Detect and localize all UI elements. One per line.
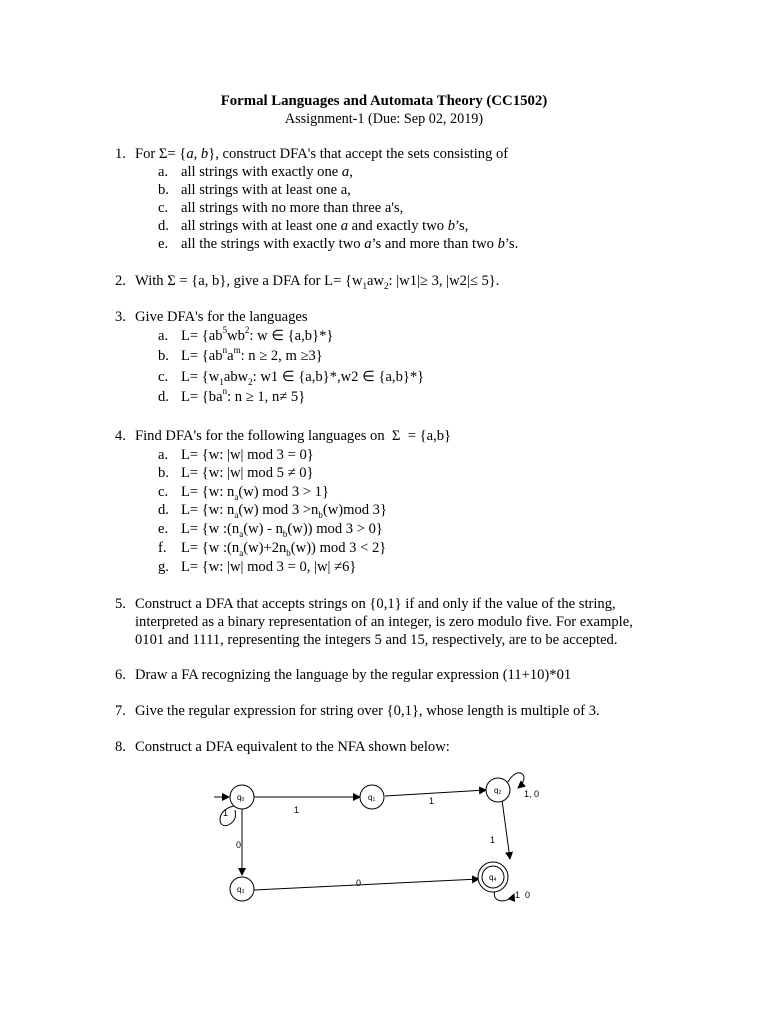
item-text: L= {w $:(n_a(w)+2n_b(w))$ mod 3 < 2} <box>181 540 387 558</box>
label-q2-self: 1, 0 <box>524 789 540 799</box>
item-label: g. <box>158 559 169 575</box>
item-text: L= {w: |w| mod 3 = 0} <box>181 447 314 463</box>
item-label: a. <box>158 447 169 463</box>
item-label: b. <box>158 348 169 364</box>
item-text: $L= \{ab^na^m$: n ≥ 2, m ≥3} <box>181 345 323 364</box>
item-label: e. <box>158 521 169 537</box>
label-q3-q4: 0 <box>356 878 362 888</box>
question-number: 6. <box>115 667 126 683</box>
state-label-q4: q4 <box>489 873 497 883</box>
item-text: all strings with at least one a, <box>181 182 351 198</box>
question-number: 4. <box>115 428 126 444</box>
item-text: all strings with exactly one a, <box>181 164 353 180</box>
state-label-q3: q3 <box>237 885 245 895</box>
document-title: Formal Languages and Automata Theory (CC1502) <box>220 93 548 109</box>
item-label: d. <box>158 218 169 234</box>
label-q4-self-0: 0 <box>525 890 531 900</box>
item-label: b. <box>158 465 169 481</box>
state-label-q1: q1 <box>368 793 376 803</box>
item-label: f. <box>158 540 167 556</box>
transition-q3-q4 <box>254 879 479 890</box>
question-number: 8. <box>115 739 126 755</box>
item-text: $L= \{ba^n$: n ≥ 1, n≠ 5} <box>181 386 306 405</box>
item-text: all strings with no more than three a's, <box>181 200 404 216</box>
item-text: L= {w: $n_a(w)$ mod 3 > 1} <box>181 484 329 502</box>
question-text: Find DFA's for the following languages on Σ = {a,b} <box>135 428 452 444</box>
item-label: d. <box>158 389 169 405</box>
item-label: e. <box>158 236 169 252</box>
question-number: 2. <box>115 273 126 289</box>
question-text: Give DFA's for the languages <box>135 309 308 325</box>
item-text: $L= \{ab^5wb^2$: w ∈ {a,b}*} <box>181 325 334 344</box>
question-text: Construct a DFA equivalent to the NFA shown below: <box>135 739 450 755</box>
question-number: 1. <box>115 146 126 162</box>
question-text: For Σ= {a, b}, construct DFA's that accept the sets consisting of <box>135 146 509 162</box>
item-text: L= {w: |w| mod 5 ≠ 0} <box>181 465 314 481</box>
transition-q1-q2 <box>385 790 486 796</box>
state-label-q2: q2 <box>494 786 502 796</box>
item-label: b. <box>158 182 169 198</box>
item-label: c. <box>158 369 169 385</box>
item-text: $L= \{w_1abw_2$: w1 ∈ {a,b}*,w2 ∈ {a,b}*} <box>181 369 425 387</box>
transition-q2-q4 <box>502 800 510 859</box>
question-number: 5. <box>115 596 126 612</box>
item-text: L= {w: $n_a(w)$ mod $3 >n_b(w)mod$ 3} <box>181 502 387 520</box>
question-text: With Σ = {a, b}, give a DFA for $L= \{w_1aw_2$: |w1|≥ 3, |w2|≤ 5}. <box>135 273 500 291</box>
document-subtitle: Assignment-1 (Due: Sep 02, 2019) <box>284 111 484 127</box>
label-q0-self: 1 <box>223 808 229 818</box>
question-text: Draw a FA recognizing the language by the regular expression (11+10)*01 <box>135 667 572 683</box>
label-q4-self-1: 1 <box>515 890 521 900</box>
item-text: L= {w $:(n_a(w) - n_b(w))$ mod 3 > 0} <box>181 521 383 539</box>
nfa-diagram <box>210 770 550 915</box>
question-number: 3. <box>115 309 126 325</box>
item-label: c. <box>158 200 169 216</box>
self-loop-q2 <box>508 773 524 788</box>
item-text: L= {w: |w| mod 3 = 0, |w| ≠6} <box>181 559 357 575</box>
label-q0-q3: 0 <box>236 840 242 850</box>
question-text: Construct a DFA that accepts strings on {0,1} if and only if the value of the string, <box>135 596 616 612</box>
question-text-continued: interpreted as a binary representation of an integer, is zero modulo five. For example, <box>135 614 633 630</box>
item-label: a. <box>158 164 169 180</box>
item-text: all the strings with exactly two a’s and more than two b’s. <box>181 236 519 252</box>
label-q1-q2: 1 <box>429 796 435 806</box>
item-label: c. <box>158 484 169 500</box>
item-text: all strings with at least one a and exactly two b’s, <box>181 218 469 234</box>
state-label-q0: q0 <box>237 793 245 803</box>
question-text: Give the regular expression for string over {0,1}, whose length is multiple of 3. <box>135 703 600 719</box>
question-text-continued: 0101 and 1111, representing the integers 5 and 15, respectively, are to be accepted. <box>135 632 618 648</box>
question-number: 7. <box>115 703 126 719</box>
label-q0-q1: 1 <box>294 805 300 815</box>
item-label: d. <box>158 502 169 518</box>
item-label: a. <box>158 328 169 344</box>
label-q2-q4: 1 <box>490 835 496 845</box>
